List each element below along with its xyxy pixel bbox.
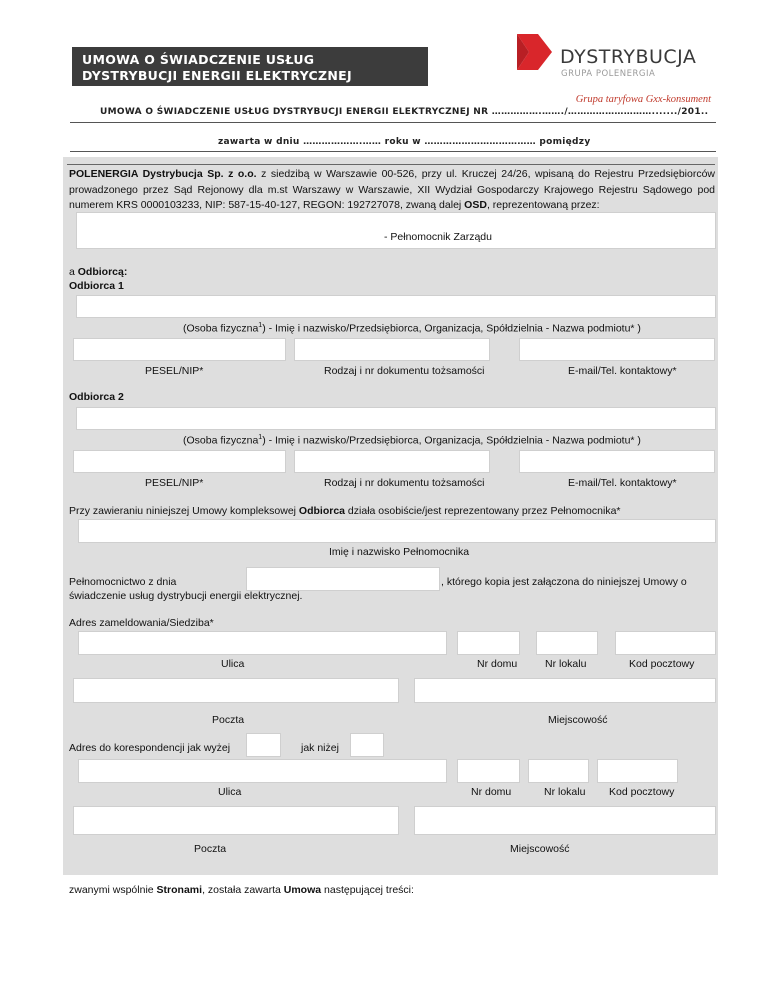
poa-attachment-text: , którego kopia jest załączona do niniejszej Umowy o	[441, 576, 687, 588]
recipient-1-document-label: Rodzaj i nr dokumentu tożsamości	[324, 365, 485, 377]
recipient-1-document-field[interactable]	[294, 338, 490, 361]
osd-intro-paragraph: POLENERGIA Dystrybucja Sp. z o.o. z siedzibą w Warszawie 00-526, przy ul. Kruczej 24/26, wpisaną do Rejestru Przedsiębiorców prowadzonego przez Sąd Rejonowy dla m.st Warszawy w Warszawie, XII Wydział Gospodarczy Krajowego Rejestru Sądowego pod numerem KRS 0000103233, NIP: 587-15-40-127, REGON: 192727078, zwaną dalej OSD, reprezentowaną przez:	[69, 168, 715, 211]
correspondence-flat-no-field[interactable]	[528, 759, 589, 783]
address-flat-no-field[interactable]	[536, 631, 598, 655]
divider	[67, 164, 715, 165]
correspondence-house-no-field[interactable]	[457, 759, 520, 783]
address-city-field[interactable]	[414, 678, 716, 703]
proxy-statement: Przy zawieraniu niniejszej Umowy kompleksowej Odbiorca działa osobiście/jest reprezentowany przez Pełnomocnika*	[69, 505, 621, 517]
address-flat-no-label: Nr lokalu	[545, 658, 587, 670]
correspondence-city-label: Miejscowość	[510, 843, 570, 855]
correspondence-below-checkbox[interactable]	[350, 733, 384, 757]
recipient-2-document-label: Rodzaj i nr dokumentu tożsamości	[324, 477, 485, 489]
correspondence-below-label: jak niżej	[301, 742, 339, 754]
polenergia-logo-icon	[514, 32, 554, 72]
recipient-2-contact-field[interactable]	[519, 450, 715, 473]
representative-label: - Pełnomocnik Zarządu	[384, 231, 492, 243]
tariff-group: Grupa taryfowa Gxx-konsument	[575, 94, 711, 105]
address-street-field[interactable]	[78, 631, 447, 655]
address-title: Adres zameldowania/Siedziba*	[69, 617, 214, 629]
recipient-2-name-field[interactable]	[76, 407, 716, 430]
address-postal-code-label: Kod pocztowy	[629, 658, 695, 670]
poa-attachment-text-2: świadczenie usług dystrybucji energii elektrycznej.	[69, 590, 303, 602]
address-street-label: Ulica	[221, 658, 245, 670]
proxy-name-field[interactable]	[78, 519, 716, 543]
correspondence-city-field[interactable]	[414, 806, 716, 835]
correspondence-street-label: Ulica	[218, 786, 242, 798]
recipient-1-pesel-field[interactable]	[73, 338, 286, 361]
title-line-2: DYSTRYBUCJI ENERGII ELEKTRYCZNEJ	[82, 68, 352, 83]
correspondence-flat-no-label: Nr lokalu	[544, 786, 586, 798]
recipient-2-name-label: (Osoba fizyczna$^1$) - Imię i nazwisko/Przedsiębiorca, Organizacja, Spółdzielnia - Nazwa podmiotu* )	[183, 434, 641, 447]
recipient-heading: a Odbiorcą:	[69, 266, 128, 278]
company-name: POLENERGIA Dystrybucja Sp. z o.o.	[69, 168, 257, 180]
address-city-label: Miejscowość	[548, 714, 608, 726]
contract-date-line: zawarta w dniu ……………….…… roku w ……………………………… pomiędzy	[218, 137, 591, 147]
address-post-office-field[interactable]	[73, 678, 399, 703]
address-post-office-label: Poczta	[212, 714, 245, 726]
recipient-1-name-field[interactable]	[76, 295, 716, 318]
title-line-1: UMOWA O ŚWIADCZENIE USŁUG	[82, 52, 315, 67]
recipient-2-title: Odbiorca 2	[69, 391, 124, 403]
poa-date-field[interactable]	[246, 567, 440, 591]
proxy-name-label: Imię i nazwisko Pełnomocnika	[329, 546, 470, 558]
contract-number-line: UMOWA O ŚWIADCZENIE USŁUG DYSTRYBUCJI ENERGII ELEKTRYCZNEJ NR …………….……./………………………......./201..	[100, 107, 709, 117]
recipient-2-pesel-label: PESEL/NIP*	[145, 477, 204, 489]
correspondence-same-checkbox[interactable]	[246, 733, 281, 757]
correspondence-post-office-field[interactable]	[73, 806, 399, 835]
recipient-1-contact-label: E-mail/Tel. kontaktowy*	[568, 365, 677, 377]
correspondence-house-no-label: Nr domu	[471, 786, 512, 798]
parties-statement: zwanymi wspólnie Stronami, została zawarta Umowa następującej treści:	[69, 884, 414, 896]
recipient-1-pesel-label: PESEL/NIP*	[145, 365, 204, 377]
correspondence-same-label: Adres do korespondencji jak wyżej	[69, 742, 231, 754]
osd-abbr: OSD	[464, 199, 487, 211]
recipient-2-document-field[interactable]	[294, 450, 490, 473]
divider	[70, 151, 716, 152]
correspondence-postal-code-label: Kod pocztowy	[609, 786, 675, 798]
recipient-1-name-label: (Osoba fizyczna$^1$) - Imię i nazwisko/Przedsiębiorca, Organizacja, Spółdzielnia - Nazwa podmiotu* )	[183, 322, 641, 335]
brand-subtitle: GRUPA POLENERGIA	[561, 69, 656, 79]
address-postal-code-field[interactable]	[615, 631, 716, 655]
correspondence-post-office-label: Poczta	[194, 843, 227, 855]
recipient-1-title: Odbiorca 1	[69, 280, 124, 292]
recipient-1-contact-field[interactable]	[519, 338, 715, 361]
correspondence-street-field[interactable]	[78, 759, 447, 783]
recipient-2-contact-label: E-mail/Tel. kontaktowy*	[568, 477, 677, 489]
divider	[70, 122, 716, 123]
address-house-no-field[interactable]	[457, 631, 520, 655]
poa-date-label: Pełnomocnictwo z dnia	[69, 576, 177, 588]
recipient-2-pesel-field[interactable]	[73, 450, 286, 473]
document-title-banner	[72, 47, 428, 86]
address-house-no-label: Nr domu	[477, 658, 518, 670]
correspondence-postal-code-field[interactable]	[597, 759, 678, 783]
brand-name: DYSTRYBUCJA	[560, 46, 697, 68]
